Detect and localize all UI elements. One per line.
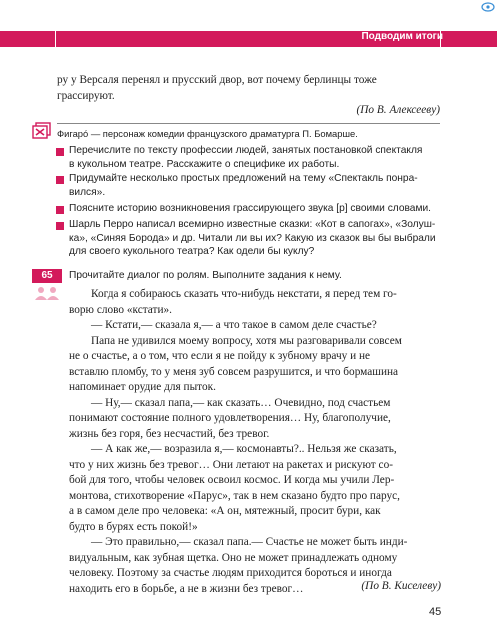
dialog-source: (По В. Киселеву) xyxy=(361,580,441,592)
exercise-instruction: Прочитайте диалог по ролям. Выполните задания к нему. xyxy=(69,270,342,281)
dialog-line: видуальным, как зубная щетка. Оно не может принадлежать одному xyxy=(69,551,398,564)
dialog-text xyxy=(69,287,441,597)
dialog-line: вставлю пломбу, то у меня зуб совсем разрушится, и что бормашина xyxy=(69,365,399,378)
task-line: Шарль Перро написал всемирно известные сказки: «Кот в сапогах», «Золуш- xyxy=(69,219,436,230)
task-item xyxy=(69,202,441,216)
task-item xyxy=(69,144,441,171)
page-number: 45 xyxy=(429,606,442,618)
task-line: вился». xyxy=(69,186,106,198)
section-divider xyxy=(57,123,440,124)
dialog-line: будто в бурях есть покой!» xyxy=(69,520,198,533)
dialog-line: а в самом деле про человека: «А он, мятежный, просит бури, как xyxy=(69,505,381,517)
dialog-line: Папа не удивился моему вопросу, хотя мы разговаривали совсем xyxy=(91,334,402,347)
task-line: Поясните историю возникновения грассирующего звука [р] своими словами. xyxy=(69,203,432,214)
footnote: Фигаро́ — персонаж комедии французского драматурга П. Бомарше. xyxy=(57,128,358,139)
dialog-line: — Это правильно,— сказал папа.— Счастье не может быть инди- xyxy=(91,536,408,548)
task-line: в кукольном театре. Расскажите о специфике их работы. xyxy=(69,158,340,170)
dialog-line: монтова, стихотворение «Парус», так в нем сказано будто про парус, xyxy=(69,489,400,502)
publisher-logo-icon xyxy=(481,2,495,12)
pair-work-icon xyxy=(34,286,60,300)
dialog-line: находить его в борьбе, а не в жизни без тревог… xyxy=(69,582,304,595)
dialog-line: бой для того, чтобы человек освоил космос. И когда мы учили Лер- xyxy=(69,474,395,486)
intro-line: грассируют. xyxy=(57,89,115,102)
dialog-line: ворю слово «кстати». xyxy=(69,303,172,316)
tasks-icon xyxy=(32,122,52,140)
dialog-line: человеку. Поэтому за счастье людям приходится бороться и иногда xyxy=(69,567,392,579)
task-bullet xyxy=(56,222,64,230)
task-line: для своего кукольного театра? Как одели бы куклу? xyxy=(69,246,315,257)
task-bullet xyxy=(56,206,64,214)
task-line: Придумайте несколько простых предложений на тему «Спектакль понра- xyxy=(69,173,418,184)
task-item xyxy=(69,172,441,199)
task-line: ка», «Синяя Борода» и др. Читали ли вы их? Какую из сказок вы бы выбрали xyxy=(69,232,436,244)
intro-paragraph xyxy=(57,73,440,104)
intro-line: ру у Версаля перенял и прусский двор, вот почему берлинцы тоже xyxy=(57,74,377,86)
exercise-number: 65 xyxy=(32,269,62,283)
intro-source: (По В. Алексееву) xyxy=(356,104,440,116)
section-header-bar xyxy=(0,31,497,47)
task-item xyxy=(69,218,441,259)
task-bullet xyxy=(56,148,64,156)
header-divider xyxy=(55,31,56,47)
dialog-line: Когда я собираюсь сказать что-нибудь некстати, я перед тем го- xyxy=(91,288,397,300)
task-line: Перечислите по тексту профессии людей, занятых постановкой спектакля xyxy=(69,145,423,156)
section-title: Подводим итоги xyxy=(361,31,443,42)
dialog-line: — Кстати,— сказала я,— а что такое в самом деле счастье? xyxy=(91,319,377,331)
dialog-line: понимают состояние полного удовлетворения… Ну, благополучие, xyxy=(69,412,391,424)
task-bullet xyxy=(56,176,64,184)
dialog-line: не о счастье, а о том, что если я не пойду к зубному врачу и не xyxy=(69,350,371,362)
dialog-line: напоминает орудие для пыток. xyxy=(69,381,216,393)
dialog-line: — Ну,— сказал папа,— как сказать… Очевидно, под счастьем xyxy=(91,396,391,409)
dialog-line: жизнь без горя, без несчастий, без тревог. xyxy=(69,427,270,440)
dialog-line: что у них жизнь без тревог… Они летают на ракетах и рискуют со- xyxy=(69,458,393,471)
dialog-line: — А как же,— возразила я,— космонавты?.. Нельзя же сказать, xyxy=(91,443,397,455)
